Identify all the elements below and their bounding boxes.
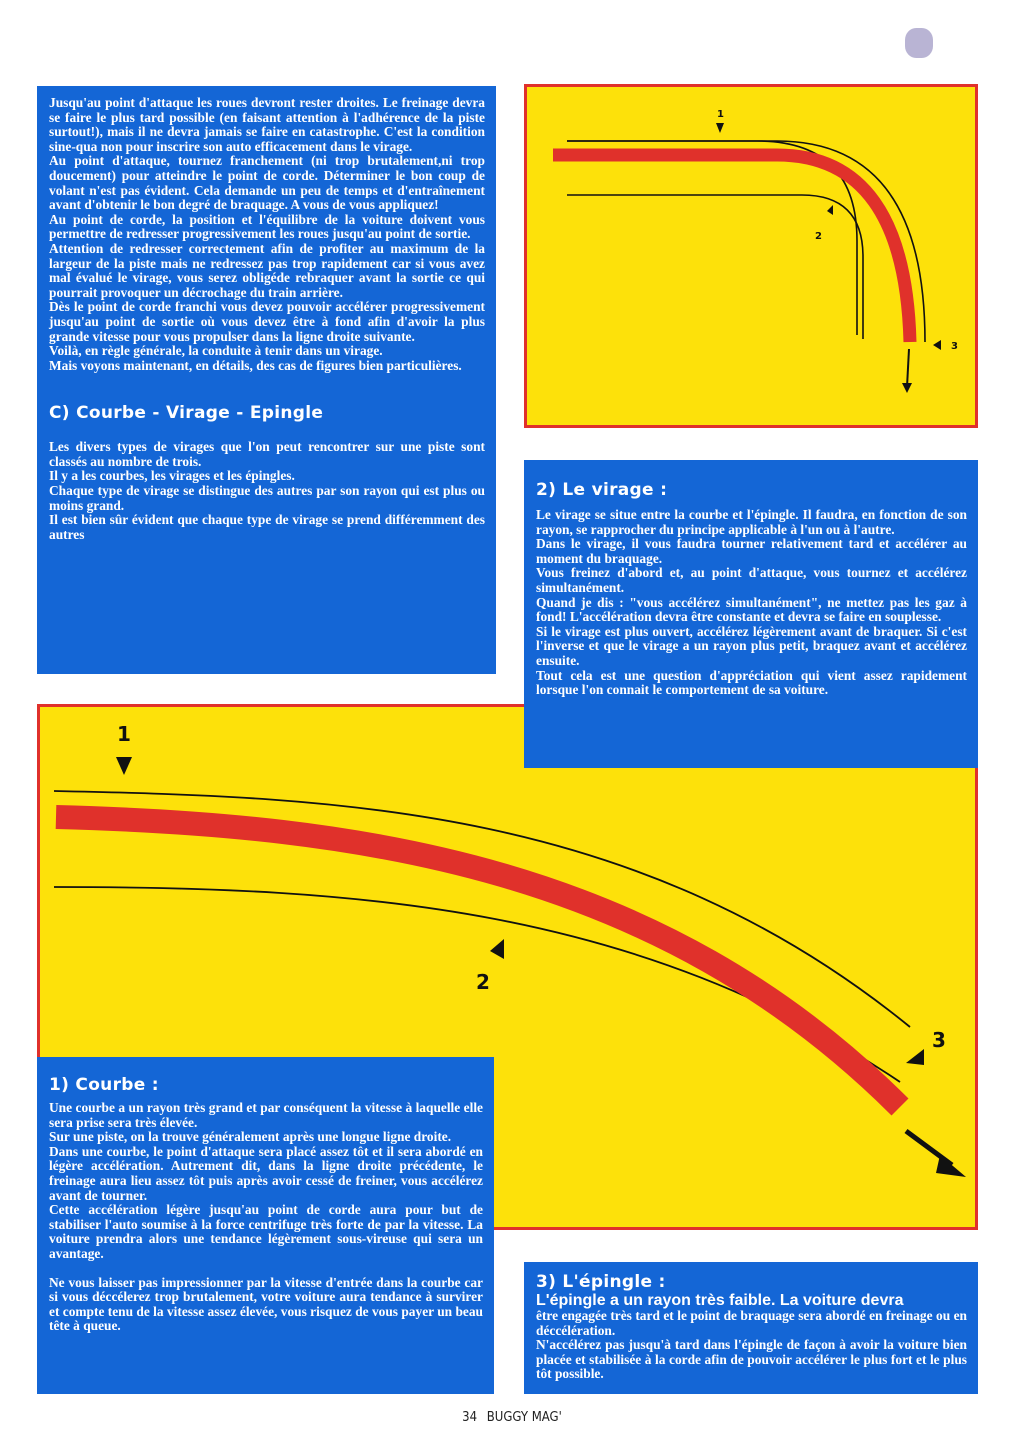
page-number: 34 xyxy=(462,1410,478,1425)
intro-paragraph: Dès le point de corde franchi vous devez pouvoir accélérer progressivement jusqu'au point de sortie où vous devez être à fond afin d'avoir la plus grande vitesse pour vous propulser dans la ligne droite suivante. xyxy=(49,299,485,344)
marker-1-icon xyxy=(116,757,132,775)
courbe-paragraph: Sur une piste, on la trouve généralement après une longue ligne droite. xyxy=(49,1129,452,1145)
marker-2-icon xyxy=(490,939,504,959)
exit-arrow-icon xyxy=(902,383,912,393)
intro-paragraph: Voilà, en règle générale, la conduite à tenir dans un virage. xyxy=(49,343,383,359)
epingle-box xyxy=(524,1262,978,1394)
virage-diagram-svg xyxy=(527,87,975,425)
page-footer xyxy=(0,1410,1024,1425)
courbe-paragraph: Une courbe a un rayon très grand et par conséquent la vitesse à laquelle elle sera prise sera très élevée. xyxy=(49,1100,483,1130)
intro-paragraph: Les divers types de virages que l'on peut rencontrer sur une piste sont classés au nombre de trois. xyxy=(49,439,485,469)
section-heading-epingle: 3) L'épingle : xyxy=(536,1272,666,1292)
virage-paragraph: Dans le virage, il vous faudra tourner relativement tard et accélérer au moment du braquage. xyxy=(536,536,967,566)
marker-2-icon xyxy=(827,205,833,215)
marker-1-icon xyxy=(716,123,724,133)
corner-stamp xyxy=(905,28,933,58)
virage-diagram xyxy=(524,84,978,428)
intro-paragraph: Chaque type de virage se distingue des autres par son rayon qui est plus ou moins grand. xyxy=(49,483,485,513)
intro-paragraph: Attention de redresser correctement afin de profiter au maximum de la largeur de la piste mais ne redressez pas trop rapidement car si vous avez mal évalué le virage, vous serez obligéde rebraquer avant la sortie ce qui pourrait provoquer un décrochage du train arrière. xyxy=(49,240,485,300)
virage-paragraph: Vous freinez d'abord et, au point d'attaque, vous tournez et accélérez simultanément. xyxy=(536,565,967,595)
magazine-name: BUGGY MAG' xyxy=(486,1410,562,1425)
exit-arrow-line xyxy=(907,349,909,387)
exit-arrow-icon xyxy=(936,1155,966,1177)
track-outer-edge xyxy=(567,141,857,335)
intro-text xyxy=(49,96,485,373)
courbe-paragraph: Ne vous laisser pas impressionner par la vitesse d'entrée dans la courbe car si vous déccélerez trop brutalement, votre voiture aura tendance à survirer et compte tenu de la vitesse assez élevée, vous risquez de vous payer un beau tête à queue. xyxy=(49,1274,483,1334)
virage-box xyxy=(524,460,978,768)
intro-paragraph: Il est bien sûr évident que chaque type de virage se prend différemment des autres xyxy=(49,512,485,542)
marker-3-label: 3 xyxy=(932,1028,946,1052)
intro-paragraph: Jusqu'au point d'attaque les roues devront rester droites. Le freinage devra se faire le plus tard possible (en faisant attention à l'adhérence de la piste surtout!), mais il ne devra jamais se faire en catastrophe. C'est la condition sine-qua non pour inscrire son auto efficacement dans le virage. xyxy=(49,95,485,154)
section-heading-virage: 2) Le virage : xyxy=(536,480,668,500)
intro-paragraph: Il y a les courbes, les virages et les épingles. xyxy=(49,468,295,484)
courbe-paragraph: Dans une courbe, le point d'attaque sera placé assez tôt et il sera abordé en légère accélération. Autrement dit, dans la ligne droite précédente, le freinage aura lieu assez tôt puis après avoir cessé de freiner, vous accélérez avant de tourner. xyxy=(49,1143,483,1203)
intro-paragraph: Au point de corde, la position et l'équilibre de la voiture doivent vous permettre de redresser progressivement les roues jusqu'au point de sortie. xyxy=(49,211,485,242)
virage-paragraph: Quand je dis : "vous accélérez simultanément", ne mettez pas les gaz à fond! L'accélération devra être constante et devra se faire en souplesse. xyxy=(536,594,967,625)
virage-paragraph: Tout cela est une question d'appréciation qui vient assez rapidement lorsque l'on connait le comportement de sa voiture. xyxy=(536,667,967,698)
section-heading-courbe: 1) Courbe : xyxy=(49,1075,159,1095)
marker-1-label: 1 xyxy=(117,722,131,746)
epingle-lead: L'épingle a un rayon très faible. La voiture devra xyxy=(536,1292,904,1309)
epingle-paragraph: N'accélérez pas jusqu'à tard dans l'épingle de façon à avoir la voiture bien placée et stabilisée à la corde afin de pouvoir accélérer le plus fort et le plus tôt possible. xyxy=(536,1337,967,1382)
marker-3-label: 3 xyxy=(951,341,958,352)
section-heading-c: C) Courbe - Virage - Epingle xyxy=(49,403,324,424)
marker-3-icon xyxy=(906,1049,924,1065)
intro-paragraph: Mais voyons maintenant, en détails, des cas de figures bien particulières. xyxy=(49,357,462,373)
marker-2-label: 2 xyxy=(815,231,822,242)
courbe-paragraph: Cette accélération légère jusqu'au point de corde aura pour but de stabiliser l'auto soumise à la force centrifuge très forte de par la vitesse. La voiture prendra alors une tendance légèrement sous-vireuse qui sera un avantage. xyxy=(49,1202,483,1261)
courbe-box xyxy=(37,1057,494,1394)
virage-paragraph: Le virage se situe entre la courbe et l'épingle. Il faudra, en fonction de son rayon, se rapprocher du principe applicable à l'un ou à l'autre. xyxy=(536,507,967,537)
intro-box xyxy=(37,86,496,674)
intro-paragraph: Au point d'attaque, tournez franchement (ni trop brutalement,ni trop doucement) pour atteindre le point de corde. Déterminer le bon coup de volant n'est pas évident. Cela demande un peu de temps et d'entraînement avant d'obtenir le bon degré de braquage. A vous de vous appliquez! xyxy=(49,153,485,213)
marker-2-label: 2 xyxy=(476,970,490,994)
track-inner-edge-line xyxy=(567,195,863,339)
track-outer-edge-line xyxy=(567,141,925,342)
marker-3-icon xyxy=(933,340,941,350)
virage-paragraph: Si le virage est plus ouvert, accélérez légèrement avant de braquer. Si c'est l'inverse et que le virage a un rayon plus petit, braquez avant et accélérez ensuite. xyxy=(536,623,967,668)
track-inner-edge xyxy=(567,195,863,339)
marker-1-label: 1 xyxy=(717,109,724,120)
epingle-paragraph: être engagée très tard et le point de braquage sera abordé en freinage ou en déccélération. xyxy=(536,1308,967,1338)
